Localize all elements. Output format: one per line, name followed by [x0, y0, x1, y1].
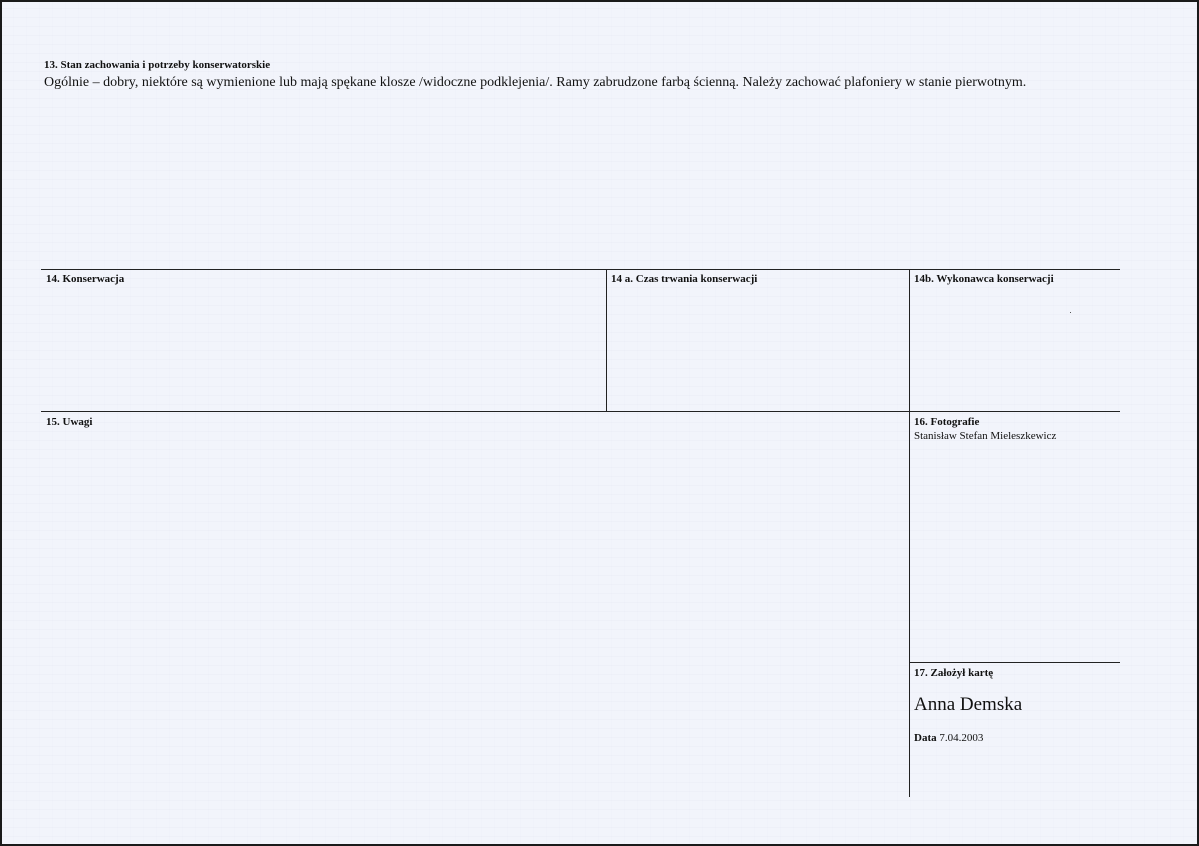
section-17-date: [914, 731, 983, 745]
page-border-top: [0, 0, 1199, 2]
page-border-left: [0, 0, 2, 846]
table-top-rule: [41, 269, 1120, 270]
row-divider-15: [41, 411, 1120, 412]
section-14a-heading: 14 a. Czas trwania konserwacji: [611, 273, 758, 285]
section-16-photographer: Stanisław Stefan Mieleszkewicz: [914, 430, 1057, 442]
section-17-heading: 17. Założył kartę: [914, 667, 994, 679]
section-16-heading: 16. Fotografie: [914, 416, 980, 428]
date-value: 7.04.2003: [939, 732, 984, 744]
section-15-heading: 15. Uwagi: [46, 416, 93, 428]
scan-speck: [1070, 312, 1071, 313]
divider-right-column: [909, 269, 910, 797]
section-17-author: Anna Demska: [914, 694, 1023, 715]
section-14b-heading: 14b. Wykonawca konserwacji: [914, 273, 1054, 285]
section-14-heading: 14. Konserwacja: [46, 273, 125, 285]
date-label: Data: [914, 732, 937, 744]
divider-14-14a: [606, 269, 607, 411]
section-13-condition: [44, 58, 1104, 92]
row-divider-17: [909, 662, 1120, 663]
section-13-text: Ogólnie – dobry, niektóre są wymienione lub mają spękane klosze /widoczne podklejenia/. Ramy zabrudzone farbą ścienną. Należy zachować plafoniery w stanie pierwotnym.: [44, 75, 1027, 90]
section-13-heading: 13. Stan zachowania i potrzeby konserwatorskie: [44, 59, 271, 71]
